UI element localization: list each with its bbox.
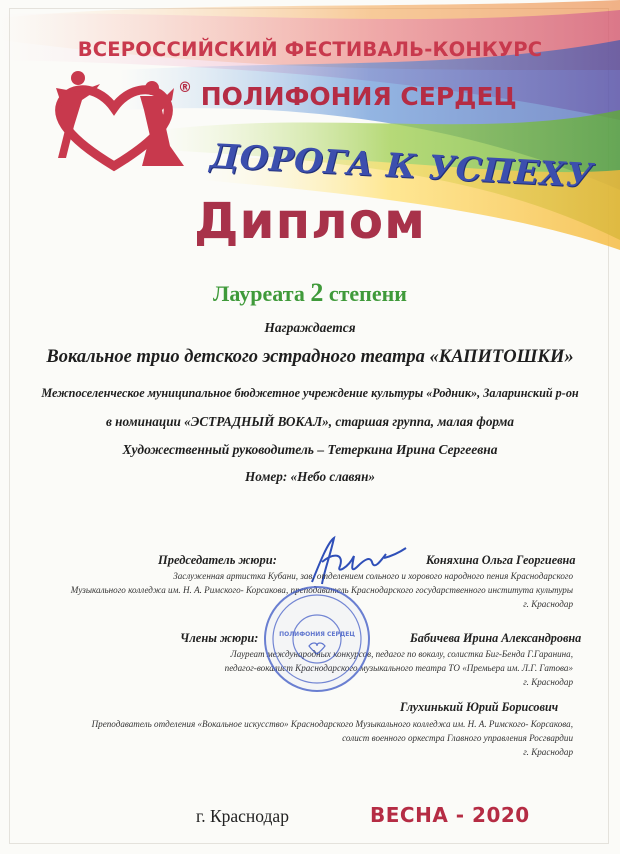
- desc-line: Преподаватель отделения «Вокальное искусство» Краснодарского Музыкального колледжа им. Н. А. Римского- Корсакова,: [91, 719, 573, 729]
- laureate-degree: 2: [310, 278, 324, 307]
- recipient-name: Вокальное трио детского эстрадного театра «КАПИТОШКИ»: [46, 347, 574, 367]
- jury-member2-description: [13, 717, 573, 759]
- performance-number: Номер: «Небо славян»: [245, 469, 375, 484]
- nomination-line: в номинации «ЭСТРАДНЫЙ ВОКАЛ», старшая группа, малая форма: [105, 414, 514, 429]
- slogan: ДОРОГА К УСПЕХУ: [208, 136, 595, 196]
- jury-chair-label: Председатель жюри:: [158, 553, 277, 567]
- jury-members-label: Члены жюри:: [180, 631, 259, 645]
- festival-name-text: ПОЛИФОНИЯ СЕРДЕЦ: [200, 82, 517, 111]
- desc-line: Музыкального колледжа им. Н. А. Римского- Корсакова, преподаватель Краснодарского государственного института культуры: [70, 585, 573, 595]
- desc-line: Заслуженная артистка Кубани, зав. отделением сольного и хорового народного пения Краснодарского: [173, 571, 573, 581]
- jury-chair-name: Коняхина Ольга Георгиевна: [426, 553, 576, 567]
- registered-mark: ®: [178, 80, 192, 96]
- festival-title: ВСЕРОССИЙСКИЙ ФЕСТИВАЛЬ-КОНКУРС: [77, 38, 543, 61]
- leader-line: Художественный руководитель – Тетеркина Ирина Сергеевна: [122, 442, 498, 457]
- city: г. Краснодар: [196, 806, 289, 826]
- desc-line: г. Краснодар: [523, 677, 573, 687]
- awarded-label: Награждается: [264, 320, 356, 335]
- round-seal-stamp: [262, 584, 372, 694]
- organization-line: Межпоселенческое муниципальное бюджетное учреждение культуры «Родник», Заларинский р-он: [41, 386, 579, 400]
- laureate-prefix: Лауреата: [213, 281, 305, 306]
- stamp-text: ПОЛИФОНИЯ СЕРДЕЦ: [279, 631, 355, 638]
- desc-line: г. Краснодар: [523, 747, 573, 757]
- jury-member2-name: Глухинький Юрий Борисович: [400, 700, 559, 714]
- desc-line: педагог-вокалист Краснодарского музыкального театра ТО «Премьера им. Л.Г. Гатова»: [224, 663, 573, 673]
- page-title: Диплом: [194, 192, 426, 250]
- laureate-degree-line: [0, 278, 620, 308]
- festival-name: [178, 82, 517, 111]
- desc-line: г. Краснодар: [523, 599, 573, 609]
- dancing-couple-heart-logo: [44, 66, 184, 176]
- laureate-suffix: степени: [328, 281, 407, 306]
- desc-line: солист военного оркестра Главного управления Росгвардии: [342, 733, 573, 743]
- season-year: ВЕСНА - 2020: [370, 803, 530, 827]
- jury-member1-name: Бабичева Ирина Александровна: [410, 631, 582, 645]
- desc-line: Лауреат международных конкурсов, педагог по вокалу, солистка Биг-Бенда Г.Гаранина,: [230, 649, 573, 659]
